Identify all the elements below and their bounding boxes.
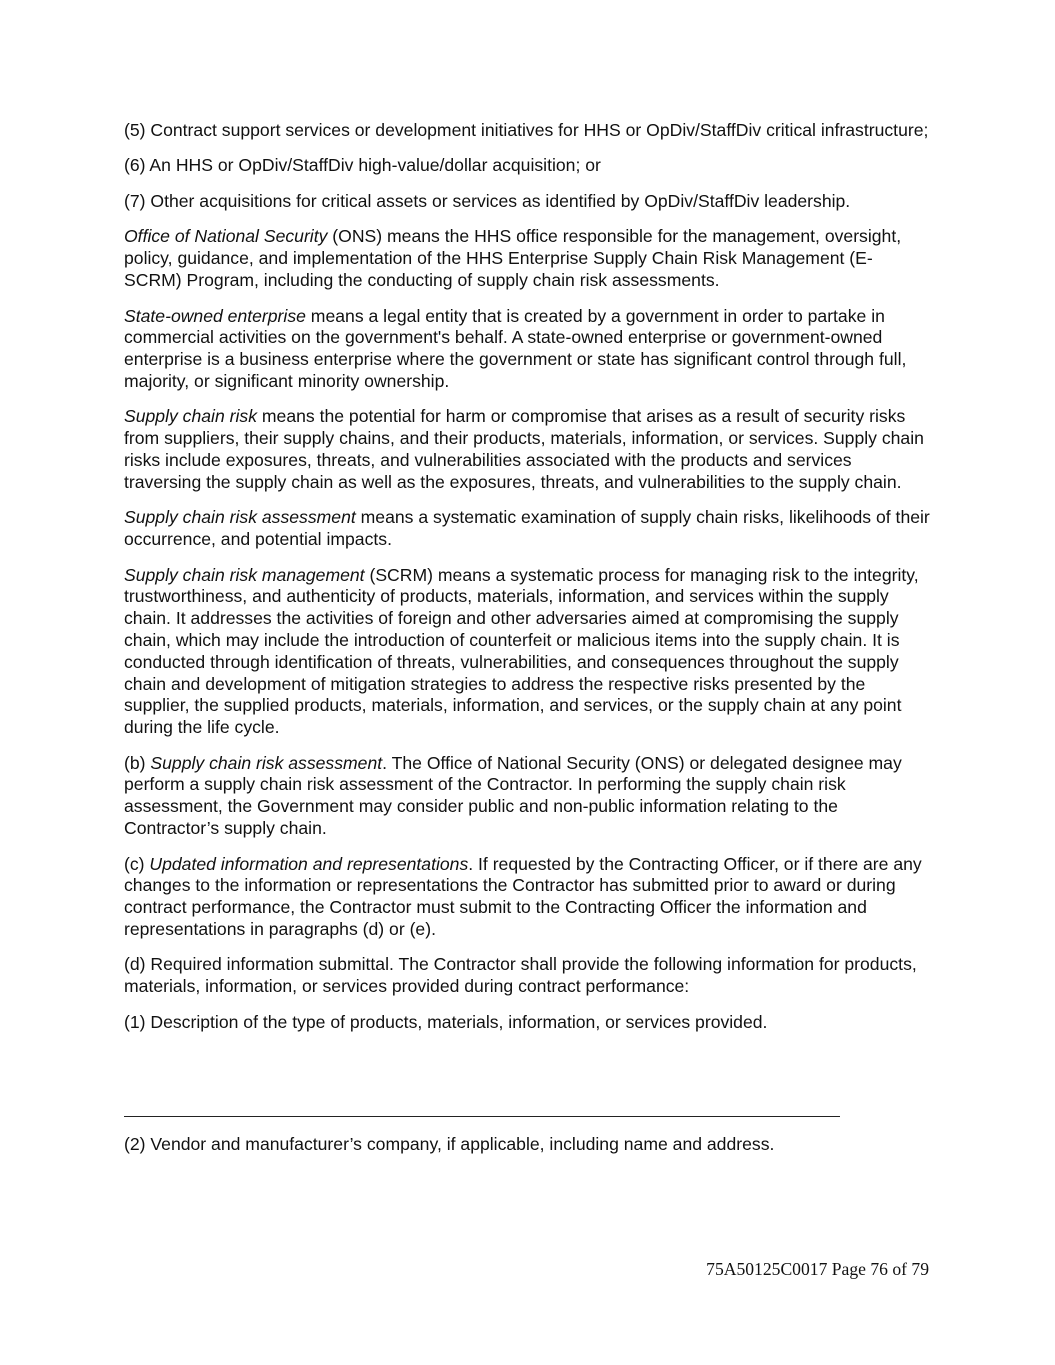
definition-supply-chain-risk-assessment xyxy=(124,507,930,551)
list-item-5: (5) Contract support services or development initiatives for HHS or OpDiv/StaffDiv critical infrastructure; xyxy=(124,120,929,140)
section-text: . The Office of National Security (ONS) or delegated designee may perform a supply chain risk assessment of the Contractor. In performing the supply chain risk assessment, the Government may consider public and non-public information relating to the Contractor’s supply chain. xyxy=(124,752,902,839)
definition-term: Supply chain risk xyxy=(124,406,257,427)
definition-state-owned-enterprise xyxy=(124,306,930,393)
definition-text: means the potential for harm or compromise that arises as a result of security risks from suppliers, their supply chains, and their products, materials, information, or services. Supply chain risks include exposures, threats, and vulnerabilities associated with the products and services traversing the supply chain as well as the exposures, threats, and vulnerabilities to the supply chain. xyxy=(124,406,924,492)
section-prefix: (c) xyxy=(124,853,150,874)
list-item-7: (7) Other acquisitions for critical assets or services as identified by OpDiv/StaffDiv leadership. xyxy=(124,190,851,211)
definition-text: means a legal entity that is created by a government in order to partake in commercial activities on the government's behalf. A state-owned enterprise or government-owned enterprise is a business enterprise where the government or state has significant control through full, majority, or significant minority ownership. xyxy=(124,305,907,391)
list-item-6: (6) An HHS or OpDiv/StaffDiv high-value/dollar acquisition; or xyxy=(124,155,601,176)
definition-supply-chain-risk xyxy=(124,406,930,493)
footnote-divider xyxy=(124,1116,840,1117)
section-c xyxy=(124,854,930,941)
definition-term: Supply chain risk assessment xyxy=(124,507,356,528)
definition-text: (SCRM) means a systematic process for managing risk to the integrity, trustworthiness, and authenticity of products, materials, information, and services within the supply chain. It addresses the activities of foreign and other adversaries aimed at compromising the supply chain, which may include the introduction of counterfeit or malicious items into the supply chain. It is conducted through identification of threats, vulnerabilities, and consequences throughout the supply chain and development of mitigation strategies to address the respective risks presented by the supplier, the supplied products, materials, information, and services, or the supply chain at any point during the life cycle. xyxy=(124,564,919,738)
definition-text: means a systematic examination of supply chain risks, likelihoods of their occurrence, and potential impacts. xyxy=(124,507,930,550)
section-d-item-1: (1) Description of the type of products, materials, information, or services provided. xyxy=(124,1011,768,1032)
section-text: . If requested by the Contracting Officer, or if there are any changes to the information or representations the Contractor has submitted prior to award or during contract performance, the Contractor must submit to the Contracting Officer the information and representations in paragraphs (d) or (e). xyxy=(124,853,922,939)
section-b xyxy=(124,753,930,840)
definition-term: State-owned enterprise xyxy=(124,305,306,326)
page-footer: 75A50125C0017 Page 76 of 79 xyxy=(706,1259,929,1279)
section-d: (d) Required information submittal. The Contractor shall provide the following information for products, materials, information, or services provided during contract performance: xyxy=(124,954,917,997)
definition-text: (ONS) means the HHS office responsible for the management, oversight, policy, guidance, and implementation of the HHS Enterprise Supply Chain Risk Management (E-SCRM) Program, including the conducting of supply chain risk assessments. xyxy=(124,226,902,291)
definition-term: Supply chain risk management xyxy=(124,564,365,585)
section-heading: Supply chain risk assessment xyxy=(150,752,383,773)
definition-scrm xyxy=(124,565,930,739)
section-prefix: (b) xyxy=(124,752,151,773)
definition-term: Office of National Security xyxy=(124,226,328,247)
section-heading: Updated information and representations xyxy=(149,853,469,874)
definition-ons xyxy=(124,226,930,291)
document-body xyxy=(124,120,930,1047)
section-d-item-2: (2) Vendor and manufacturer’s company, if applicable, including name and address. xyxy=(124,1134,775,1154)
